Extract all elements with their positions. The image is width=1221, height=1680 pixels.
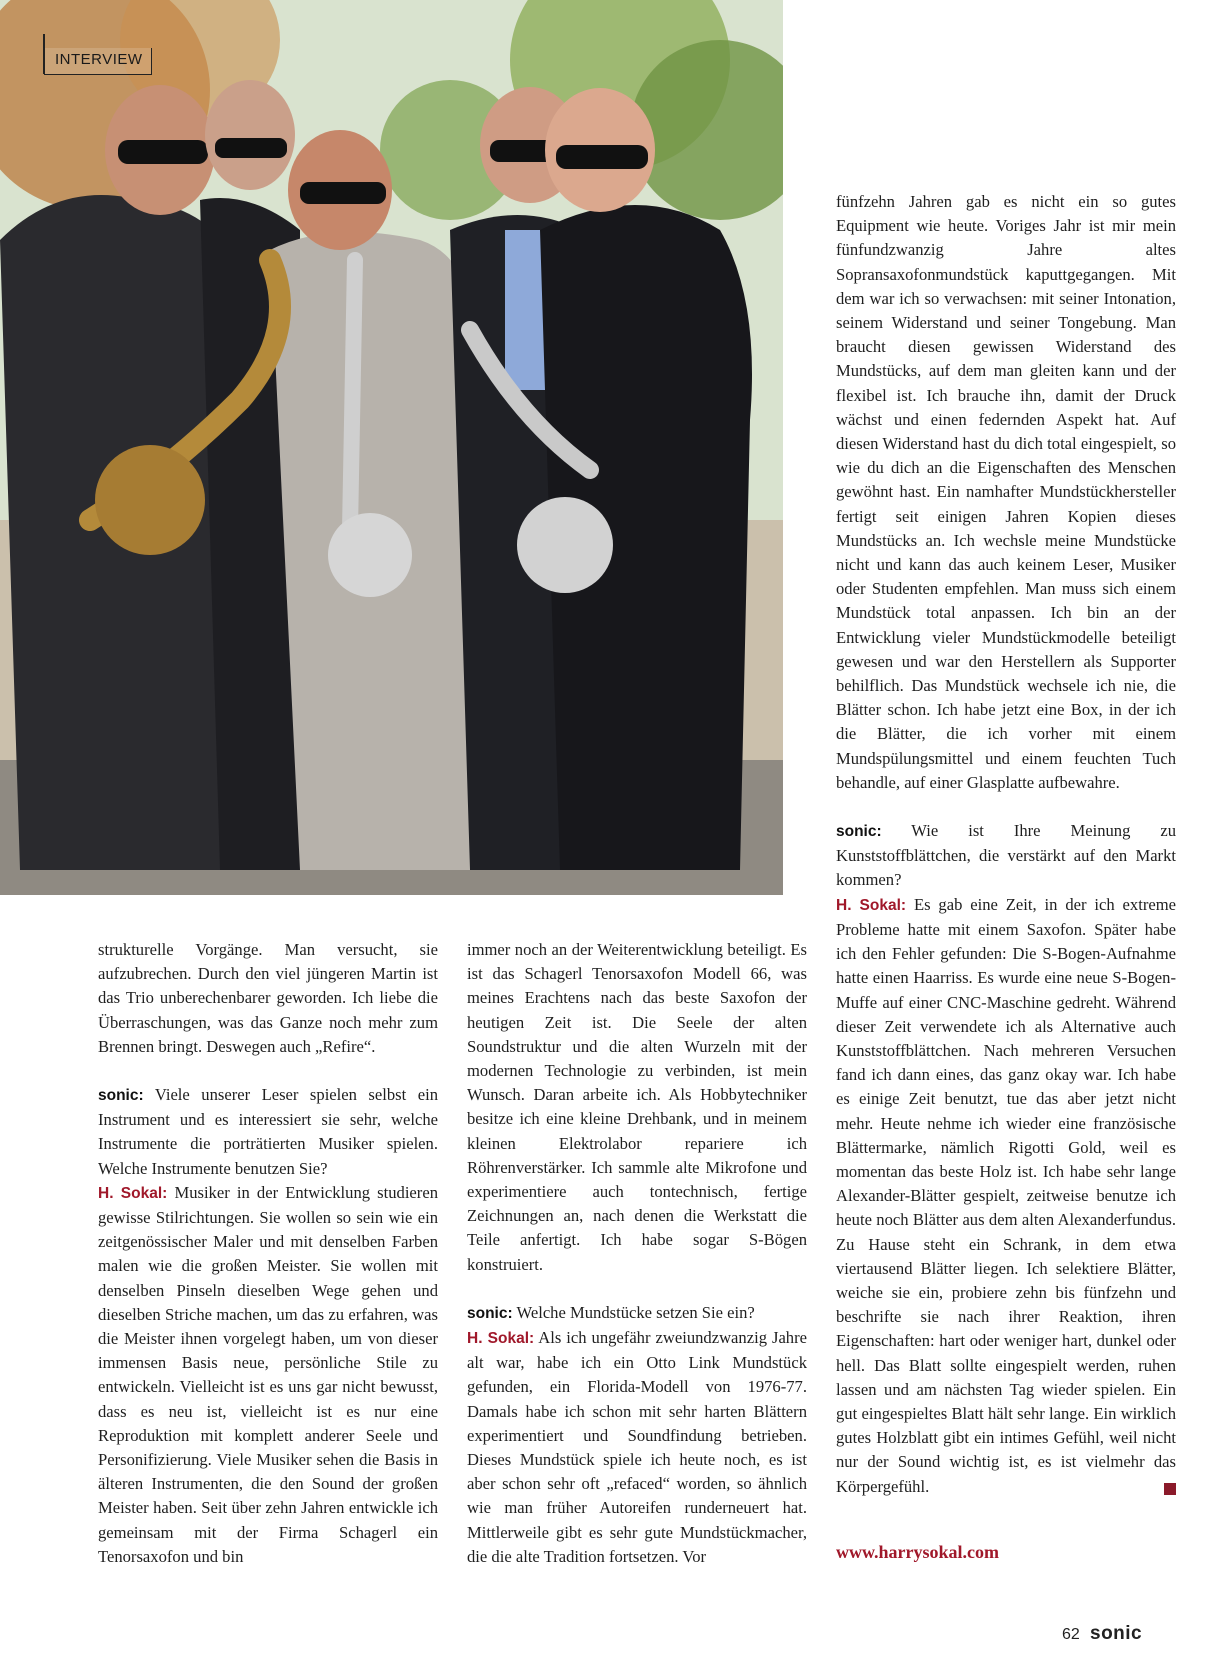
- question-label: sonic:: [467, 1304, 513, 1322]
- answer-text: Als ich ungefähr zweiundzwanzig Jahre alt war, habe ich ein Otto Link Mundstück gefunden, ein Florida-Modell von 1976-77. Damals habe ich schon mit sehr harten Blättern experimentiert und Soundfindung betrieben. Dieses Mundstück spiele ich heute noch, es ist aber schon sehr oft „refaced“ worden, so ähnlich wie man früher Autoreifen runderneuert hat. Mittlerweile gibt es sehr gute Mundstückmacher, die die alte Tradition fortsetzen. Vor: [467, 1328, 807, 1566]
- answer-label: H. Sokal:: [836, 896, 907, 914]
- article-column-2: [467, 938, 807, 1569]
- paragraph: immer noch an der Weiterentwicklung beteiligt. Es ist das Schagerl Tenorsaxofon Modell 66, was meines Erachtens nach das beste Saxofon der heutigen Zeit ist. Die Seele der alten Soundstruktur und die alten Wurzeln mit der modernen Technologie zu verbinden, ist mein Wunsch. Daran arbeite ich. Als Hobbytechniker besitze ich eine kleine Drehbank, und in meinem kleinen Elektrolabor repariere ich Röhrenverstärker. Ich sammle alte Mikrofone und experimentiere auch tontechnisch, fertige Zeichnungen an, nach denen die Werkstatt die Teile anfertigt. Ich habe sogar S-Bögen konstruiert.: [467, 940, 807, 1274]
- question-label: sonic:: [836, 823, 882, 841]
- question-label: sonic:: [98, 1087, 144, 1105]
- paragraph: fünfzehn Jahren gab es nicht ein so gutes Equipment wie heute. Voriges Jahr ist mir mein fünfundzwanzig Jahre altes Sopransaxofonmundstück kaputtgegangen. Mit dem war ich so verwachsen: mit seiner Intonation, seinem Widerstand und seiner Tongebung. Man braucht diesen gewissen Widerstand des Mundstücks, auf dem man gleiten kann und der flexibel ist. Ich brauche ihn, damit der Druck wächst und einen federnden Aspekt hat. Auf diesen Widerstand hast du dich total eingespielt, so wie du dich an die Eigenschaften des Menschen gewöhnt hast. Ein namhafter Mundstückhersteller fertigt seit einigen Jahren Kopien dieses Mundstücks an. Ich wechsle meine Mundstücke nicht und kann das auch keinem Leser, Musiker oder Studenten empfehlen. Man muss sich einem Mundstück total anpassen. Ich bin an der Entwicklung vieler Mundstückmodelle beteiligt gewesen und war den Herstellern als Supporter behilflich. Das Mundstück wechsele ich nie, die Blätter schon. Ich habe jetzt eine Box, in der ich die Blätter, die ich vorher mit einem Mundspülungsmittel und einem feuchten Tuch behandle, auf einer Glasplatte aufbewahre.: [836, 192, 1176, 792]
- section-tag: INTERVIEW: [44, 48, 152, 75]
- question-text: Wie ist Ihre Meinung zu Kunststoffblättchen, die verstärkt auf den Markt kommen?: [836, 821, 1176, 890]
- answer-text: Es gab eine Zeit, in der ich extreme Probleme hatte mit einem Saxofon. Später habe ich den Fehler gefunden: Die S-Bogen-Aufnahme hatte einen Haarriss. Es wurde eine neue S-Bogen-Muffe auf einer CNC-Maschine gedreht. Während dieser Zeit verwendete ich als Alternative auch Kunststoffblättchen. Nach mehreren Versuchen fand ich dann eines, das ganz okay war. Ich habe es einige Zeit benutzt, tue das aber jetzt nicht mehr. Heute nehme ich wieder eine französische Blättermarke, nämlich Rigotti Gold, weil es momentan das beste Holz ist. Ich habe sehr lange Alexander-Blätter gespielt, zeitweise benutze ich heute noch Blätter aus dem alten Alexanderfundus. Zu Hause steht ein Schrank, in dem etwa viertausend Blätter liegen. Ich selektiere Blätter, weiche sie ein, probiere zehn bis fünfzehn und beschrifte sie nach ihrer Reaktion, ihren Eigenschaften: hart oder weniger hart, dunkel oder hell. Das Blatt sollte eingespielt werden, ruhen lassen und am nächsten Tag wieder spielen. Ein gut eingespieltes Blatt hält sehr lange. Ein wirklich gutes Holzblatt gibt ein intimes Gefühl, weil nicht nur der Sound wichtig ist, es ist vielmehr das Körpergefühl.: [836, 894, 1176, 1496]
- magazine-brand: sonic: [1090, 1623, 1143, 1644]
- question-block: [98, 1083, 438, 1569]
- article-column-1: [98, 938, 438, 1569]
- end-of-article-mark: [1164, 1483, 1176, 1495]
- paragraph: strukturelle Vorgänge. Man versucht, sie aufzubrechen. Durch den viel jüngeren Martin ist das Trio unberechenbarer geworden. Ich liebe die Überraschungen, was das Ganze noch mehr zum Brennen bringt. Deswegen auch „Refire“.: [98, 940, 438, 1056]
- article-column-3: [836, 190, 1176, 1499]
- band-photo-illustration: [0, 0, 783, 895]
- page-number: 62: [1062, 1626, 1080, 1643]
- question-text: Welche Mundstücke setzen Sie ein?: [512, 1302, 755, 1322]
- answer-label: H. Sokal:: [98, 1184, 168, 1202]
- question-text: Viele unserer Leser spielen selbst ein Instrument und es interessiert sie sehr, welche Instrumente die porträtierten Musiker spielen. Welche Instrumente benutzen Sie?: [98, 1085, 438, 1178]
- answer-text: Musiker in der Entwicklung studieren gewisse Stilrichtungen. Sie wollen so sein wie ein zeitgenössischer Maler und mit denselben Farben malen wie die großen Meister. Sie wollen mit denselben Pinseln dieselben Wege gehen und dieselben Striche machen, um das zu erfahren, was die Meister ihnen vorgelegt haben, um von dieser immensen Basis neue, persönliche Stile zu entwickeln. Vielleicht ist es uns gar nicht bewusst, dass es neu ist, vielleicht ist es nur eine Reproduktion mit komplett anderer Seele und Personifizierung. Viele Musiker sehen die Basis in älteren Instrumenten, die den Sound der großen Meister haben. Seit über zehn Jahren entwickle ich gemeinsam mit der Firma Schagerl ein Tenorsaxofon und bin: [98, 1182, 438, 1566]
- website-link[interactable]: www.harrysokal.com: [836, 1542, 999, 1562]
- question-block: [467, 1301, 807, 1569]
- answer-label: H. Sokal:: [467, 1330, 535, 1348]
- band-photo: [0, 0, 783, 895]
- question-block: [836, 819, 1176, 1499]
